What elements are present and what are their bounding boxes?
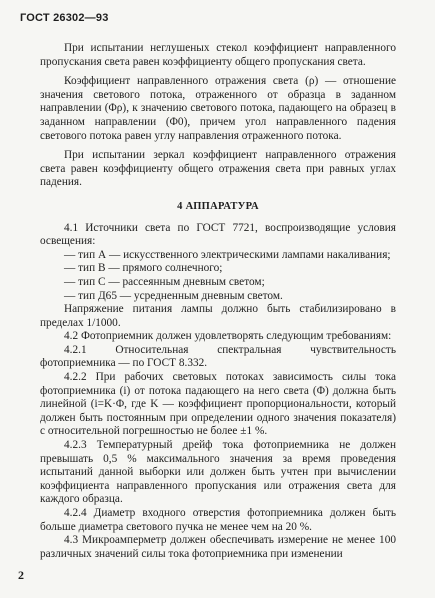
- lamp-type-b: — тип В — прямого солнечного;: [64, 262, 223, 275]
- clause-4-2: 4.2 Фотоприемник должен удовлетворять следующим требованиям:: [64, 330, 392, 343]
- page-number: 2: [18, 568, 24, 582]
- clause-4-2-4: 4.2.4 Диаметр входного отверстия фотоприемника должен быть больше диаметра светового пучка не менее чем на 20 %.: [40, 507, 396, 533]
- section-title: 4 АППАРАТУРА: [177, 200, 259, 212]
- document-header: ГОСТ 26302—93: [20, 12, 109, 24]
- clause-4-1: 4.1 Источники света по ГОСТ 7721, воспроизводящие условия освещения:: [40, 221, 396, 248]
- clause-4-2-3: 4.2.3 Температурный дрейф тока фотоприемника не должен превышать 0,5 % максимального значения за время проведения испытаний данной выборки или должен быть учтен при вычислении коэффициента направленного пропускания или отражения света для каждого образца.: [40, 439, 396, 506]
- lamp-type-c: — тип С — рассеянным дневным светом;: [64, 275, 265, 288]
- lamp-type-d65: — тип Д65 — усредненным дневным светом.: [64, 289, 283, 302]
- clause-4-3: 4.3 Микроамперметр должен обеспечивать измерение не менее 100 различных значений силы тока фотоприемника при изменении: [40, 534, 396, 560]
- clause-4-2-1: 4.2.1 Относительная спектральная чувствительность фотоприемника — по ГОСТ 8.332.: [40, 343, 396, 370]
- intro-paragraph-2: Коэффициент направленного отражения света (ρ) — отношение значения светового потока, отраженного от образца в заданном направлении (Φρ), к значению светового потока, падающего на образец в заданном направлении (Φ0), причем угол направленного падения светового потока равен углу направления отраженного потока.: [40, 75, 396, 142]
- intro-paragraph-3: При испытании зеркал коэффициент направленного отражения света равен коэффициенту общего отражения света при равных углах падения.: [40, 149, 396, 189]
- lamp-type-a: — тип А — искусственного электрическими лампами накаливания;: [64, 248, 391, 261]
- clause-4-2-2: 4.2.2 При рабочих световых потоках зависимость силы тока фотоприемника (i) от потока падающего на него света (Φ) должна быть линейной (i=K·Φ, где K — коэффициент пропорциональности, который должен быть постоянным при определении одного значения показателя) с относительной погрешностью не более ±1 %.: [40, 371, 396, 438]
- voltage-note: Напряжение питания лампы должно быть стабилизировано в пределах 1/1000.: [40, 303, 396, 329]
- intro-paragraph-1: При испытании неглушеных стекол коэффициент направленного пропускания света равен коэффициенту общего пропускания света.: [40, 42, 396, 68]
- body-text: [40, 42, 396, 561]
